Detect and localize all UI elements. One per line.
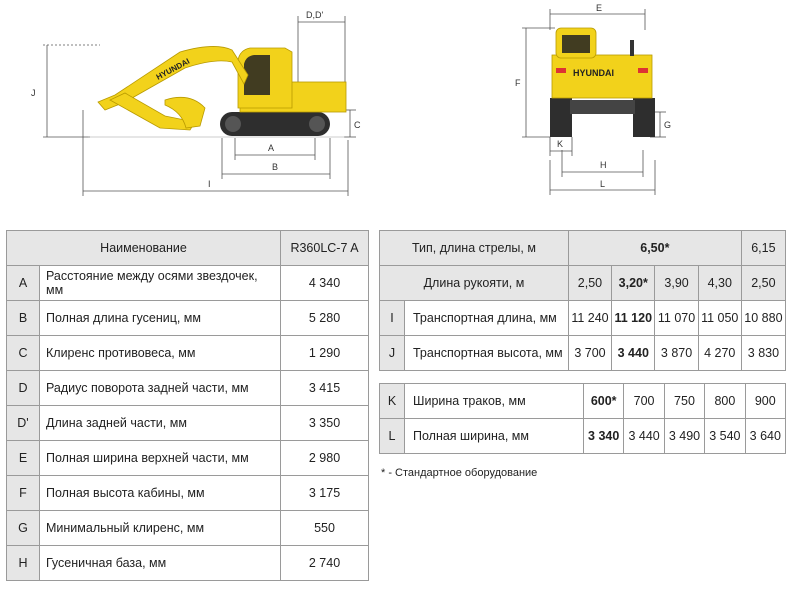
dim-label-e: E [596,3,603,13]
table-row [380,301,786,336]
row-letter: K [380,384,405,419]
arm-row [380,266,786,301]
row-value: 11 240 [568,301,611,336]
table-row [7,511,369,546]
front-view-diagram [510,0,690,200]
row-value: 3 340 [584,419,624,454]
row-name: Расстояние между осями звездочек, мм [40,266,281,301]
arm-value: 2,50 [568,266,611,301]
row-letter: J [380,336,405,371]
dim-label-d: D,D' [306,10,324,20]
row-letter: B [7,301,40,336]
dim-label-f: F [515,78,521,88]
table-row [380,384,786,419]
row-name: Полная ширина, мм [405,419,584,454]
row-value: 3 490 [664,419,704,454]
row-letter: D' [7,406,40,441]
row-value: 11 070 [655,301,698,336]
boom-value-main: 6,50* [568,231,741,266]
row-value: 11 050 [698,301,741,336]
row-name: Гусеничная база, мм [40,546,281,581]
row-value: 600* [584,384,624,419]
dim-label-k: K [557,139,564,149]
row-value: 3 415 [281,371,369,406]
row-letter: H [7,546,40,581]
row-name: Полная ширина верхней части, мм [40,441,281,476]
row-value: 11 120 [612,301,655,336]
row-value: 5 280 [281,301,369,336]
row-value: 800 [705,384,745,419]
row-value: 4 270 [698,336,741,371]
dim-label-j: J [31,88,36,98]
row-value: 900 [745,384,785,419]
row-value: 10 880 [741,301,785,336]
row-value: 3 175 [281,476,369,511]
row-letter: F [7,476,40,511]
row-value: 550 [281,511,369,546]
arm-label: Длина рукояти, м [380,266,569,301]
table-row [7,371,369,406]
row-name: Радиус поворота задней части, мм [40,371,281,406]
table-row [7,476,369,511]
row-name: Клиренс противовеса, мм [40,336,281,371]
dim-label-c: C [354,120,361,130]
row-letter: D [7,371,40,406]
table-row [7,406,369,441]
arm-value: 3,20* [612,266,655,301]
row-value: 2 980 [281,441,369,476]
boom-arm-table [379,230,786,371]
row-letter: G [7,511,40,546]
row-name: Минимальный клиренс, мм [40,511,281,546]
row-name: Полная длина гусениц, мм [40,301,281,336]
row-letter: E [7,441,40,476]
row-value: 4 340 [281,266,369,301]
row-value: 3 440 [624,419,664,454]
dim-label-h: H [600,160,607,170]
table-row [7,546,369,581]
header-model: R360LC-7 A [281,231,369,266]
dim-label-b: B [272,162,279,172]
arm-value: 4,30 [698,266,741,301]
row-letter: C [7,336,40,371]
boom-brand-text: HYUNDAI [154,56,192,82]
row-value: 3 440 [612,336,655,371]
table-row [7,441,369,476]
row-value: 750 [664,384,704,419]
dim-label-l: L [600,179,606,189]
row-letter: L [380,419,405,454]
row-value: 1 290 [281,336,369,371]
row-name: Ширина траков, мм [405,384,584,419]
dim-label-i: I [208,179,211,189]
row-value: 3 640 [745,419,785,454]
dimensions-table [6,230,369,581]
table-row [380,419,786,454]
header-name: Наименование [7,231,281,266]
boom-label: Тип, длина стрелы, м [380,231,569,266]
row-name: Длина задней части, мм [40,406,281,441]
row-value: 3 540 [705,419,745,454]
arm-value: 2,50 [741,266,785,301]
side-view-diagram [0,0,380,200]
row-value: 3 700 [568,336,611,371]
row-letter: A [7,266,40,301]
table-header-row [7,231,369,266]
track-width-table [379,383,786,454]
boom-row [380,231,786,266]
row-name: Транспортная высота, мм [405,336,569,371]
arm-value: 3,90 [655,266,698,301]
table-row [380,336,786,371]
dim-label-a: A [268,143,275,153]
row-value: 3 870 [655,336,698,371]
footnote: * - Стандартное оборудование [381,467,538,479]
row-value: 2 740 [281,546,369,581]
row-name: Транспортная длина, мм [405,301,569,336]
row-value: 3 350 [281,406,369,441]
table-row [7,336,369,371]
row-letter: I [380,301,405,336]
body-brand-text: HYUNDAI [573,68,615,78]
table-row [7,301,369,336]
row-value: 700 [624,384,664,419]
dim-label-g: G [664,120,672,130]
row-name: Полная высота кабины, мм [40,476,281,511]
row-value: 3 830 [741,336,785,371]
boom-value-alt: 6,15 [741,231,785,266]
table-row [7,266,369,301]
